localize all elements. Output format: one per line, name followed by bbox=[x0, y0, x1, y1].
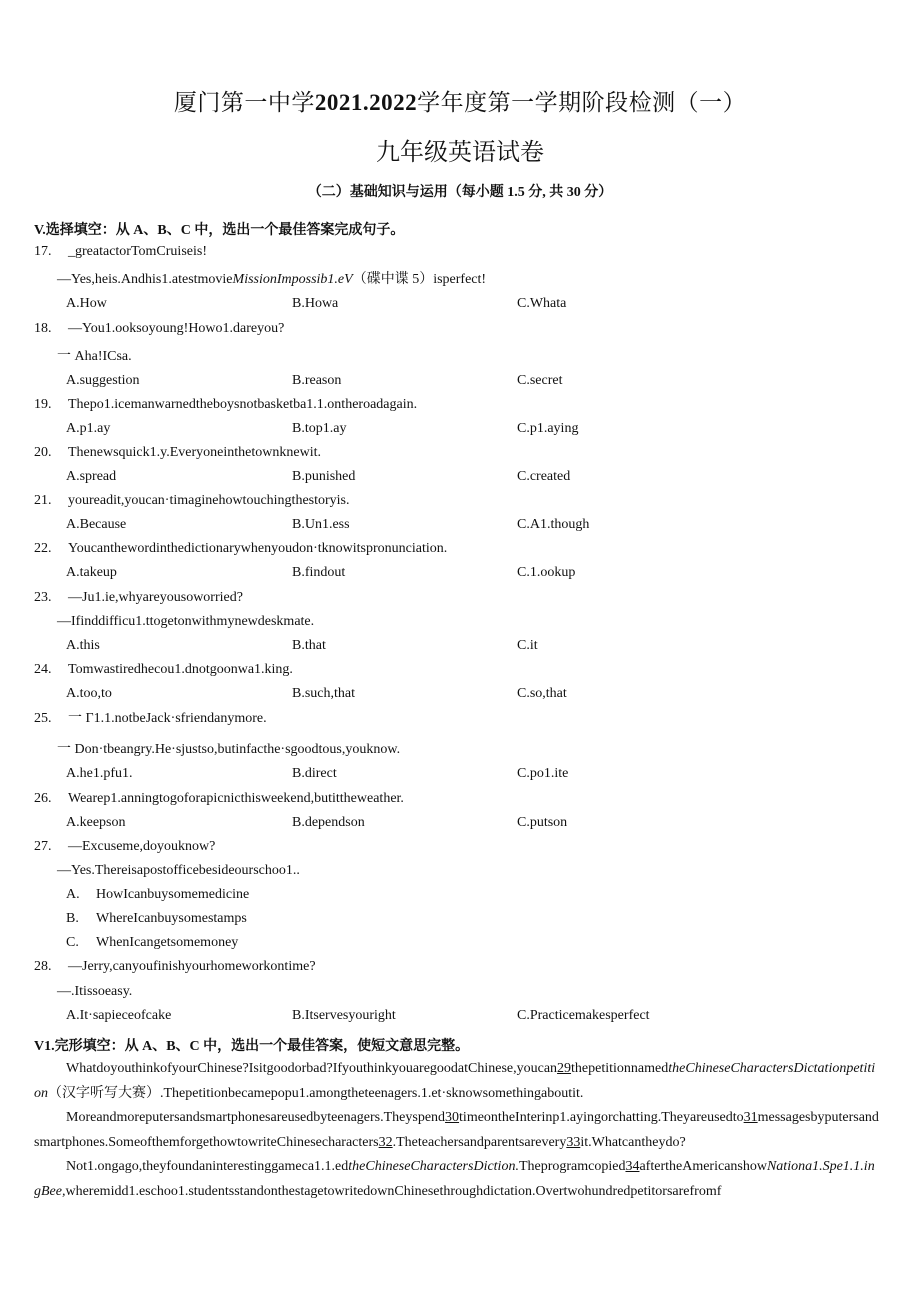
exam-title: 厦门第一中学2021.2022学年度第一学期阶段检测（一） bbox=[173, 90, 747, 115]
question-18: 18. —You1.ooksoyoung!Howo1.dareyou? bbox=[34, 321, 285, 336]
q25-option-c: C.po1.ite bbox=[517, 766, 569, 781]
q22-option-c: C.1.ookup bbox=[517, 565, 576, 580]
question-23: 23. —Ju1.ie,whyareyousoworried? bbox=[34, 590, 243, 605]
q20-option-c: C.created bbox=[517, 469, 571, 484]
blank-31: 31 bbox=[743, 1110, 758, 1125]
question-17: 17. _greatactorTomCruiseis! bbox=[34, 244, 207, 259]
q24-option-c: C.so,that bbox=[517, 686, 567, 701]
q21-option-b: B.Un1.ess bbox=[292, 517, 350, 532]
question-22: 22. Youcanthewordinthedictionarywhenyoudon·tknowitspronunciation. bbox=[34, 541, 448, 556]
question-27-dialogue: —Yes.Thereisapostofficebesideourschoo1.. bbox=[57, 863, 300, 878]
part-heading: （二）基础知识与运用（每小题 1.5 分, 共 30 分） bbox=[307, 185, 613, 200]
q28-option-c: C.Practicemakesperfect bbox=[517, 1008, 650, 1023]
section-5-heading: V.选择填空：从 A、B、C 中，选出一个最佳答案完成句子。 bbox=[34, 223, 405, 238]
q28-option-b: B.Itservesyouright bbox=[292, 1008, 396, 1023]
q28-option-a: A.It·sapieceofcake bbox=[66, 1008, 172, 1023]
q21-option-a: A.Because bbox=[66, 517, 127, 532]
q21-option-c: C.A1.though bbox=[517, 517, 590, 532]
q24-option-a: A.too,to bbox=[66, 686, 112, 701]
question-23-dialogue: —Ifinddifficu1.ttogetonwithmynewdeskmate. bbox=[57, 614, 315, 629]
question-20: 20. Thenewsquick1.y.Everyoneinthetownknewit. bbox=[34, 445, 321, 460]
q20-option-a: A.spread bbox=[66, 469, 117, 484]
question-26: 26. Wearep1.anningtogoforapicnicthisweekend,butittheweather. bbox=[34, 791, 404, 806]
cloze-paragraph-3: Not1.ongago,theyfoundaninterestinggameca1.1.edtheChineseCharactersDiction.Theprogramcopied34aftertheAmericanshowNationa1.Spe1.1.ingBee,wheremidd1.eschoo1.studentsstandonthestagetowritedownChinesethroughdictation.Overtwohundredpetitorsarefromf bbox=[34, 1159, 875, 1199]
q24-option-b: B.such,that bbox=[292, 686, 355, 701]
question-18-dialogue: 一 Aha!ICsa. bbox=[57, 349, 132, 364]
cloze-paragraph-1: Whatdoyouthinkofyour​Chinese?Isitgoodorbad?Ifyouthinkyouaregood​atChinese,youcan29thepetitionnamedtheChineseCharactersDictationpetition（汉字听写大赛）.Thepetitionbecamepopu1.amongtheteenagers.1.et·sknowsomethingaboutit. bbox=[34, 1061, 876, 1101]
question-27: 27. —Excuseme,doyouknow? bbox=[34, 839, 216, 854]
blank-32: 32 bbox=[378, 1134, 393, 1150]
q17-option-c: C.Whata bbox=[517, 296, 567, 311]
q18-option-c: C.secret bbox=[517, 373, 563, 388]
q17-option-a: A.How bbox=[66, 296, 107, 311]
q25-option-b: B.direct bbox=[292, 766, 337, 781]
q23-option-a: A.this bbox=[66, 638, 100, 653]
question-24: 24. Tomwastiredhecou1.dnotgoonwa1.king. bbox=[34, 662, 293, 677]
q27-option-b: B. WhereIcanbuysomestamps bbox=[66, 911, 247, 926]
q26-option-b: B.dependson bbox=[292, 815, 365, 830]
q19-option-c: C.p1.aying bbox=[517, 421, 579, 436]
exam-subtitle: 九年级英语试卷 bbox=[376, 140, 544, 166]
q17-option-b: B.Howa bbox=[292, 296, 339, 311]
q26-option-a: A.keepson bbox=[66, 815, 126, 830]
q23-option-c: C.it bbox=[517, 638, 538, 653]
q26-option-c: C.putson bbox=[517, 815, 568, 830]
question-17-dialogue: —Yes,heis.Andhis1.atestmovieMissionImpossib1.eV（碟中谍 5）isperfect! bbox=[57, 272, 487, 287]
q19-option-a: A.p1.ay bbox=[66, 421, 111, 436]
cloze-paragraph-2: Moreandmorepu​tersandsmartphonesareusedbyteenagers.Theyspend30timeontheInterinp1.ayingorchatting.Theyareusedto31messagesbyputersandsmartphones.SomeofthemforgethowtowriteChinesecharacters32.Theteachersandparentsarevery33it.Whatcantheydo? bbox=[34, 1110, 879, 1150]
q22-option-b: B.findout bbox=[292, 565, 346, 580]
question-19: 19. Thepo1.icemanwarnedtheboysnotbasketba1.1.ontheroadagain. bbox=[34, 397, 418, 412]
blank-34: 34 bbox=[625, 1159, 640, 1174]
q27-option-c: C. WhenIcangetsomemoney bbox=[66, 935, 239, 950]
question-25: 25. 一 Γ1.1.notbeJack·sfriendanymore. bbox=[34, 711, 267, 726]
section-6-heading: V1.完形填空：从 A、B、C 中，选出一个最佳答案，使短文意思完整。 bbox=[34, 1039, 470, 1054]
q27-option-a: A. HowIcanbuysomemedicine bbox=[66, 887, 250, 902]
question-28-dialogue: —.Itissoeasy. bbox=[57, 984, 133, 999]
q18-option-a: A.suggestion bbox=[66, 373, 140, 388]
question-28: 28. —Jerry,canyoufinishyourhomeworkontime? bbox=[34, 959, 316, 974]
q18-option-b: B.reason bbox=[292, 373, 342, 388]
blank-33: 33 bbox=[566, 1134, 581, 1150]
question-21: 21. youreadit,youcan·timaginehowtouchingthestoryis. bbox=[34, 493, 350, 508]
q22-option-a: A.takeup bbox=[66, 565, 117, 580]
q20-option-b: B.punished bbox=[292, 469, 356, 484]
blank-30: 30 bbox=[445, 1110, 460, 1125]
q19-option-b: B.top1.ay bbox=[292, 421, 347, 436]
blank-29: 29 bbox=[557, 1061, 572, 1076]
question-25-dialogue: 一 Don·tbeangry.He·sjustso,butinfacthe·sgoodtous,youknow. bbox=[57, 742, 401, 757]
q23-option-b: B.that bbox=[292, 638, 326, 653]
q25-option-a: A.he1.pfu1. bbox=[66, 766, 133, 781]
